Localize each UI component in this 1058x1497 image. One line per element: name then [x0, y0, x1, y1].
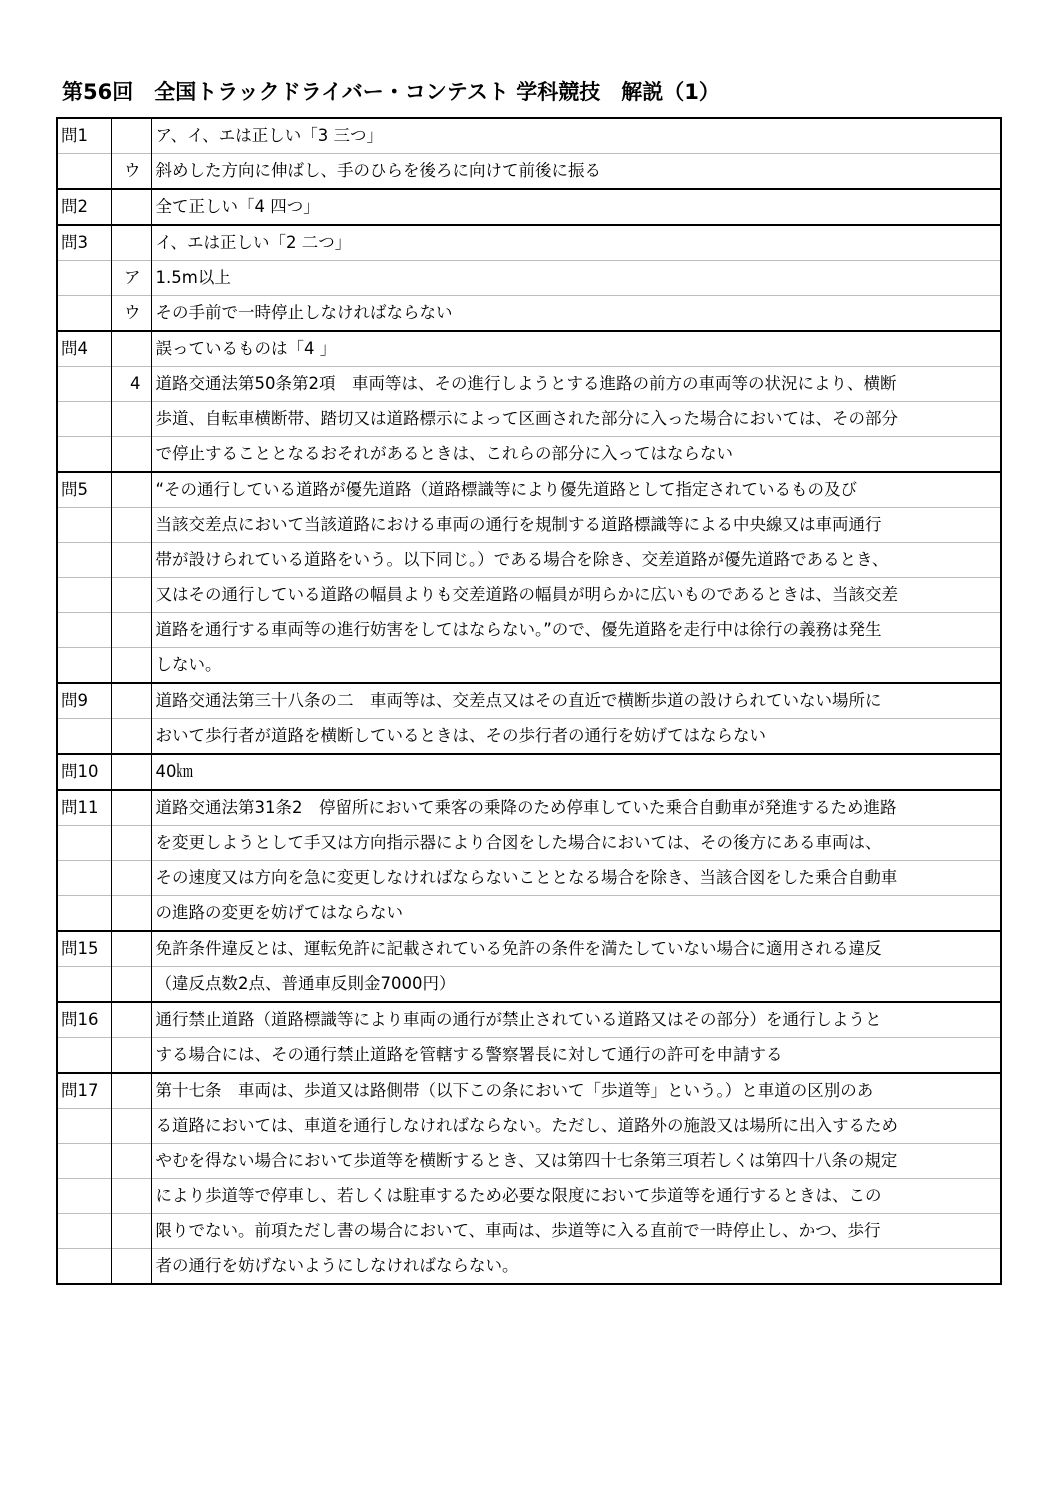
explanation-text-cell: やむを得ない場合において歩道等を横断するとき、又は第四十七条第三項若しくは第四十八条の規定 [151, 1144, 1001, 1179]
table-row [57, 648, 1001, 684]
sub-item-cell [111, 472, 151, 508]
sub-item-cell [111, 1073, 151, 1109]
explanation-text-cell: 40㎞ [151, 754, 1001, 790]
question-number-cell: 問17 [57, 1073, 111, 1109]
sub-item-cell [111, 613, 151, 648]
sub-item-cell [111, 1214, 151, 1249]
sub-item-cell [111, 719, 151, 755]
sub-item-cell [111, 1109, 151, 1144]
explanation-text-cell: 道路交通法第31条2 停留所において乗客の乗降のため停車していた乗合自動車が発進するため進路 [151, 790, 1001, 826]
question-number-cell [57, 367, 111, 402]
question-number-cell [57, 896, 111, 932]
explanation-text-cell: で停止することとなるおそれがあるときは、これらの部分に入ってはならない [151, 437, 1001, 473]
question-number-cell [57, 508, 111, 543]
sub-item-cell [111, 402, 151, 437]
table-row [57, 296, 1001, 332]
sub-item-cell [111, 683, 151, 719]
question-number-cell: 問11 [57, 790, 111, 826]
explanation-text-cell: 道路を通行する車両等の進行妨害をしてはならない。”ので、優先道路を走行中は徐行の義務は発生 [151, 613, 1001, 648]
question-number-cell: 問1 [57, 118, 111, 154]
explanation-text-cell: おいて歩行者が道路を横断しているときは、その歩行者の通行を妨げてはならない [151, 719, 1001, 755]
sub-item-cell [111, 967, 151, 1003]
table-row [57, 578, 1001, 613]
table-row [57, 719, 1001, 755]
table-row [57, 1214, 1001, 1249]
question-number-cell [57, 1249, 111, 1285]
sub-item-cell [111, 543, 151, 578]
question-number-cell: 問9 [57, 683, 111, 719]
sub-item-cell [111, 1002, 151, 1038]
explanation-text-cell: 斜めした方向に伸ばし、手のひらを後ろに向けて前後に振る [151, 154, 1001, 190]
table-row [57, 225, 1001, 261]
explanation-text-cell: を変更しようとして手又は方向指示器により合図をした場合においては、その後方にある車両は、 [151, 826, 1001, 861]
sub-item-cell [111, 896, 151, 932]
table-row [57, 861, 1001, 896]
question-number-cell: 問16 [57, 1002, 111, 1038]
question-number-cell [57, 261, 111, 296]
table-row [57, 1002, 1001, 1038]
question-number-cell [57, 578, 111, 613]
table-row [57, 472, 1001, 508]
explanation-text-cell: 者の通行を妨げないようにしなければならない。 [151, 1249, 1001, 1285]
sub-item-cell: ウ [111, 154, 151, 190]
explanation-text-cell: の進路の変更を妨げてはならない [151, 896, 1001, 932]
question-number-cell [57, 1144, 111, 1179]
question-number-cell: 問4 [57, 331, 111, 367]
table-row [57, 154, 1001, 190]
sub-item-cell [111, 437, 151, 473]
table-row [57, 261, 1001, 296]
page-title: 第56回 全国トラックドライバー・コンテスト 学科競技 解説（1） [62, 80, 720, 104]
question-number-cell [57, 826, 111, 861]
sub-item-cell: ウ [111, 296, 151, 332]
table-row [57, 189, 1001, 225]
explanation-text-cell: 当該交差点において当該道路における車両の通行を規制する道路標識等による中央線又は車両通行 [151, 508, 1001, 543]
table-row [57, 790, 1001, 826]
explanation-text-cell: 帯が設けられている道路をいう。以下同じ。）である場合を除き、交差道路が優先道路であるとき、 [151, 543, 1001, 578]
sub-item-cell [111, 225, 151, 261]
sub-item-cell: ア [111, 261, 151, 296]
explanation-text-cell: その速度又は方向を急に変更しなければならないこととなる場合を除き、当該合図をした乗合自動車 [151, 861, 1001, 896]
question-number-cell: 問15 [57, 931, 111, 967]
sub-item-cell: 4 [111, 367, 151, 402]
table-row [57, 1249, 1001, 1285]
table-row [57, 367, 1001, 402]
explanation-text-cell: イ、エは正しい「2 二つ」 [151, 225, 1001, 261]
explanation-text-cell: “その通行している道路が優先道路（道路標識等により優先道路として指定されているもの及び [151, 472, 1001, 508]
sub-item-cell [111, 1038, 151, 1074]
table-row [57, 1109, 1001, 1144]
table-row [57, 613, 1001, 648]
question-number-cell: 問10 [57, 754, 111, 790]
question-number-cell [57, 543, 111, 578]
explanation-text-cell: ア、イ、エは正しい「3 三つ」 [151, 118, 1001, 154]
sub-item-cell [111, 790, 151, 826]
explanation-text-cell: 免許条件違反とは、運転免許に記載されている免許の条件を満たしていない場合に適用される違反 [151, 931, 1001, 967]
table-row [57, 931, 1001, 967]
explanation-text-cell: により歩道等で停車し、若しくは駐車するため必要な限度において歩道等を通行するときは、この [151, 1179, 1001, 1214]
explanation-text-cell: 全て正しい「4 四つ」 [151, 189, 1001, 225]
sub-item-cell [111, 754, 151, 790]
sub-item-cell [111, 826, 151, 861]
table-row [57, 331, 1001, 367]
table-row [57, 437, 1001, 473]
question-number-cell [57, 1214, 111, 1249]
question-number-cell [57, 296, 111, 332]
question-number-cell [57, 154, 111, 190]
explanation-text-cell: 通行禁止道路（道路標識等により車両の通行が禁止されている道路又はその部分）を通行しようと [151, 1002, 1001, 1038]
explanation-text-cell: しない。 [151, 648, 1001, 684]
question-number-cell [57, 719, 111, 755]
question-number-cell: 問3 [57, 225, 111, 261]
sub-item-cell [111, 118, 151, 154]
table-row [57, 543, 1001, 578]
sub-item-cell [111, 1179, 151, 1214]
question-number-cell [57, 613, 111, 648]
question-number-cell [57, 1179, 111, 1214]
question-number-cell [57, 861, 111, 896]
table-row [57, 683, 1001, 719]
explanation-text-cell: る道路においては、車道を通行しなければならない。ただし、道路外の施設又は場所に出入するため [151, 1109, 1001, 1144]
table-row [57, 896, 1001, 932]
question-number-cell [57, 1038, 111, 1074]
table-row [57, 967, 1001, 1003]
sub-item-cell [111, 578, 151, 613]
sub-item-cell [111, 861, 151, 896]
table-row [57, 1038, 1001, 1074]
question-number-cell [57, 402, 111, 437]
explanation-text-cell: 限りでない。前項ただし書の場合において、車両は、歩道等に入る直前で一時停止し、かつ、歩行 [151, 1214, 1001, 1249]
explanation-text-cell: 道路交通法第50条第2項 車両等は、その進行しようとする進路の前方の車両等の状況により、横断 [151, 367, 1001, 402]
sub-item-cell [111, 648, 151, 684]
sub-item-cell [111, 931, 151, 967]
sub-item-cell [111, 1144, 151, 1179]
table-row [57, 508, 1001, 543]
explanation-text-cell: する場合には、その通行禁止道路を管轄する警察署長に対して通行の許可を申請する [151, 1038, 1001, 1074]
explanation-table [56, 117, 1002, 1285]
table-row [57, 1179, 1001, 1214]
explanation-text-cell: 誤っているものは「4 」 [151, 331, 1001, 367]
sub-item-cell [111, 331, 151, 367]
sub-item-cell [111, 189, 151, 225]
question-number-cell [57, 1109, 111, 1144]
sub-item-cell [111, 508, 151, 543]
explanation-text-cell: 道路交通法第三十八条の二 車両等は、交差点又はその直近で横断歩道の設けられていない場所に [151, 683, 1001, 719]
table-row [57, 118, 1001, 154]
question-number-cell [57, 967, 111, 1003]
explanation-text-cell: 1.5m以上 [151, 261, 1001, 296]
question-number-cell [57, 437, 111, 473]
table-row [57, 754, 1001, 790]
explanation-text-cell: （違反点数2点、普通車反則金7000円） [151, 967, 1001, 1003]
question-number-cell: 問2 [57, 189, 111, 225]
sub-item-cell [111, 1249, 151, 1285]
explanation-text-cell: その手前で一時停止しなければならない [151, 296, 1001, 332]
table-row [57, 826, 1001, 861]
question-number-cell [57, 648, 111, 684]
table-row [57, 1073, 1001, 1109]
table-row [57, 1144, 1001, 1179]
table-row [57, 402, 1001, 437]
question-number-cell: 問5 [57, 472, 111, 508]
explanation-text-cell: 第十七条 車両は、歩道又は路側帯（以下この条において「歩道等」という。）と車道の区別のあ [151, 1073, 1001, 1109]
explanation-text-cell: 又はその通行している道路の幅員よりも交差道路の幅員が明らかに広いものであるときは、当該交差 [151, 578, 1001, 613]
explanation-text-cell: 歩道、自転車横断帯、踏切又は道路標示によって区画された部分に入った場合においては、その部分 [151, 402, 1001, 437]
